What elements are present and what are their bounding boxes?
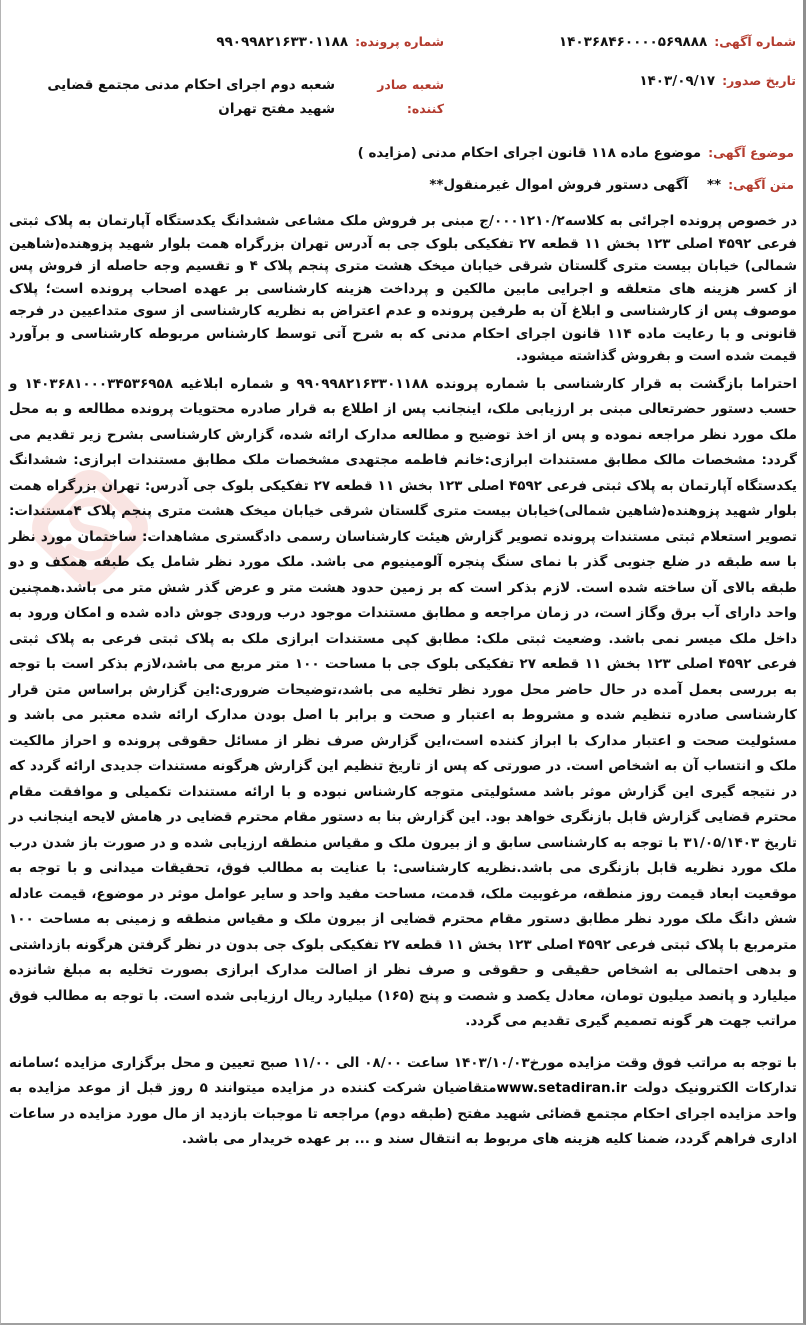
body-paragraph-2: احتراما بازگشت به قرار کارشناسی با شماره پرونده ۹۹۰۹۹۸۲۱۶۳۳۰۱۱۸۸ و شماره ابلاغیه ۱۴۰۳۶۸۱۰۰۰۳۴۵۳۶۹۵۸ و حسب دستور حضرتعالی مبنی بر ارزیابی ملک، اینجانب پس از اطلاع به قرار صادره محتویات پرونده مطالعه و به محل ملک مورد نظر مراجعه نموده و پس از اخذ توضیح و مطالعه مدارک ارائه شده، گزارش کارشناسی بشرح زیر تقدیم می گردد: مشخصات مالک مطابق مستندات ابرازی:خانم فاطمه مجتهدی مشخصات ملک مطابق مستندات ابرازی: ششدانگ یکدستگاه آپارتمان به پلاک ثبتی فرعی ۴۵۹۲ اصلی ۱۲۳ بخش ۱۱ قطعه ۲۷ تفکیکی بلوک جی آدرس: تهران بزرگراه همت بلوار شهید پزوهنده(شاهین شمالی)خیابان بیست متری گلستان شرقی خیابان میخک هشت متری پنجم پلاک ۴مستندات: تصویر استعلام ثبتی مستندات پرونده تصویر گزارش هیئت کارشناسان رسمی دادگستری مشاهدات: ساختمان مورد نظر با سه طبقه در ضلع جنوبی گذر با نمای سنگ پنجره آلومینیوم می باشد. ملک مورد نظر شامل یک طبقه همکف و دو طبقه بالای آن ساخته شده است. لازم بذکر است که بر زمین حدود هشت متر و عرض گذر شش متر می باشد.همچنین واحد دارای آب برق وگاز است، در زمان مراجعه و مطابق مستندات موجود درب ورودی جوش داده شده و امکان ورود به داخل ملک میسر نمی باشد. وضعیت ثبتی ملک: مطابق کپی مستندات ابرازی ملک به پلاک ثبتی فرعی به پلاک ثبتی فرعی ۴۵۹۲ اصلی ۱۲۳ بخش ۱۱ قطعه ۲۷ تفکیکی بلوک جی با مساحت ۱۰۰ متر مربع می باشد،لازم بذکر است با توجه به بررسی بعمل آمده در حال حاضر محل مورد نظر تخلیه می باشد،توضیحات ضروری:این گزارش براساس متن قرار کارشناسی صادره تنظیم شده و مشروط به اعتبار و صحت و برابر با اصل بودن مدارک ارائه شده معتبر می باشد و مسئولیت صحت و اعتبار مدارک با ابراز کننده است،این گزارش صرف نظر از مسائل حقوقی پرونده و احراز مالکیت ملک و انتساب آن به اشخاص است. در صورتی که پس از تاریخ تنظیم این گزارش هرگونه مستندات جدیدی ارائه گردد که در نتیجه گیری این گزارش موثر باشد مسئولیتی متوجه کارشناس نبوده و با ارائه مستندات تکمیلی و موافقت مقام محترم قضایی گزارش قابل بازنگری خواهد بود. این گزارش بنا به دستور مقام محترم قضایی در هامش لایحه اینجانب در تاریخ ۳۱/۰۵/۱۴۰۳ با توجه به کارشناسی سابق و از بیرون ملک و مقیاس منطقه ارزیابی شده و در صورت باز شدن درب ملک مورد نظریه قابل بازنگری می باشد.نظریه کارشناسی: با عنایت به مطالب فوق، تحقیقات میدانی و با توجه به موقعیت ابعاد قیمت روز منطقه، مرغوبیت ملک، قدمت، مساحت مفید واحد و سایر عوامل موثر در موضوع، قیمت عادله شش دانگ ملک مورد نظر مطابق دستور مقام محترم قضایی از بیرون ملک و مقیاس منطقه و زمینی به مساحت ۱۰۰ مترمربع با پلاک ثبتی فرعی ۴۵۹۲ اصلی ۱۲۳ بخش ۱۱ قطعه ۲۷ تفکیکی بلوک جی بدون در نظر گرفتن هرگونه بازداشتی و بدهی احتمالی به اشخاص حقیقی و حقوقی و صرف نظر از اصالت مدارک ابرازی بصورت تخلیه به مبلغ شانزده میلیارد و پانصد میلیون تومان، معادل یکصد و شصت و پنج (۱۶۵) میلیارد ریال ارزیابی شده است. با توجه به مطالب فوق مراتب جهت هر گونه تصمیم گیری تقدیم می گردد. bbox=[9, 375, 798, 1029]
issue-date-label: تاریخ صدور: bbox=[722, 73, 796, 88]
body-paragraph-3 bbox=[9, 1051, 797, 1153]
issuer-value: شعبه دوم اجرای احکام مدنی مجتمع قضایی شهید مفتح تهران bbox=[47, 77, 336, 117]
ad-number-label: شماره آگهی: bbox=[714, 34, 796, 49]
subject-value: موضوع ماده ۱۱۸ قانون اجرای احکام مدنی (مزایده ) bbox=[357, 145, 702, 161]
issue-date-row bbox=[639, 73, 796, 89]
notice-title: ** آگهی دستور فروش اموال غیرمنقول** bbox=[429, 177, 722, 193]
subject-label: موضوع آگهی: bbox=[708, 145, 794, 160]
issuer-label: شعبه صادر کننده: bbox=[377, 77, 444, 116]
notice-label: متن آگهی: bbox=[728, 177, 794, 192]
notice-title-row bbox=[429, 177, 794, 193]
issuer-row bbox=[26, 73, 444, 121]
body-paragraph-3-end: متقاضیان شرکت کننده در مزایده میتوانند ۵ روز قبل از موعد مزایده به واحد مزایده اجرای احکام مجتمع قضائی شهید مفتح (طبقه دوم) مراجعه تا موجبات بازدید از مال مورد مزایده در ساعات اداری فراهم گردد، ضمنا کلیه هزینه های مربوط به انتقال سند و ... بر عهده خریدار می باشد. bbox=[9, 1080, 797, 1147]
notice-body bbox=[9, 210, 797, 1153]
ad-number-row bbox=[559, 34, 796, 50]
ad-number-value: ۱۴۰۳۶۸۴۶۰۰۰۰۵۶۹۸۸۸ bbox=[558, 34, 708, 50]
body-paragraph-3-start: با توجه به مراتب فوق وقت مزایده مورخ۱۴۰۳/۱۰/۰۳ ساعت ۰۸/۰۰ الی ۱۱/۰۰ صبح تعیین و محل برگزاری مزایده ؛سامانه تدارکات الکترونیک دولت bbox=[9, 1054, 797, 1096]
case-number-row bbox=[216, 34, 444, 50]
case-number-value: ۹۹۰۹۹۸۲۱۶۳۳۰۱۱۸۸ bbox=[216, 34, 349, 50]
case-number-label: شماره پرونده: bbox=[355, 34, 444, 49]
auction-website-url: www.setadiran.ir bbox=[496, 1080, 628, 1096]
subject-row bbox=[358, 145, 794, 161]
body-paragraph-1: در خصوص پرونده اجرائی به کلاسه۰۰۰۱۲۱۰/۲/ج مبنی بر فروش ملک مشاعی ششدانگ یکدستگاه آپارتمان به پلاک ثبتی فرعی ۴۵۹۲ اصلی ۱۲۳ بخش ۱۱ قطعه ۲۷ تفکیکی بلوک جی به آدرس تهران بزرگراه همت بلوار شهید پزوهنده(شاهین شمالی) خیابان بیست متری گلستان شرقی خیابان میخک هشت متری پنجم پلاک ۴ و تقسیم وجه حاصله از فروش پس از کسر هزینه های متعلقه و اجرایی مابین مالکین و پرداخت هزینه کارشناسی بر عهده اصحاب پرونده است؛ پلاک موصوف پس از کارشناسی و ابلاغ آن به طرفین پرونده و عدم اعتراض به نظریه کارشناسی از سوی متداعیین در فرجه قانونی و با رعایت ماده ۱۱۴ قانون اجرای احکام مدنی که به شرح آتی توسط کارشناس مربوطه کارشناسی و برآورد قیمت شده است و بفروش گذاشته میشود. bbox=[9, 213, 798, 364]
issue-date-value: ۱۴۰۳/۰۹/۱۷ bbox=[639, 73, 716, 89]
